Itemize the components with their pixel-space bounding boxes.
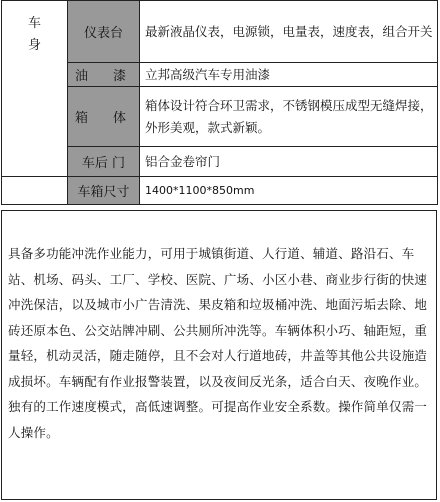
empty-cell bbox=[2, 177, 68, 205]
body-group-label: 车 身 bbox=[27, 16, 41, 53]
row-label-dashboard: 仪表台 bbox=[68, 1, 140, 63]
table-row bbox=[2, 177, 438, 205]
table-row bbox=[2, 1, 438, 63]
row-label-rear-door: 车后 门 bbox=[68, 147, 140, 177]
table-row bbox=[2, 87, 438, 147]
description-text: 具备多功能冲洗作业能力，可用于城镇街道、人行道、辅道、路沿石、车站、机场、码头、工厂、学校、医院、广场、小区小巷、商业步行街的快速冲洗保洁，以及城市小广告清洗、果皮箱和垃圾桶冲洗、地面污垢去除、地砖还原本色、公交站牌冲刷、公共厕所冲洗等。车辆体积小巧、轴距短，重量轻，机动灵活，随走随停，且不会对人行道地砖，井盖等其他公共设施造成损坏。车辆配有作业报警装置，以及夜间反光条，适合白天、夜晚作业。独有的工作速度模式，高低速调整。可提高作业安全系数。操作简单仅需一人操作。 bbox=[8, 246, 428, 440]
row-label-box: 箱 体 bbox=[68, 87, 140, 147]
row-value-dashboard: 最新液晶仪表，电源锁，电量表，速度表，组合开关 bbox=[140, 1, 438, 63]
row-label-paint: 油 漆 bbox=[68, 63, 140, 87]
spec-table bbox=[1, 0, 438, 205]
table-row bbox=[2, 147, 438, 177]
table-row bbox=[2, 63, 438, 87]
body-group-cell bbox=[2, 1, 68, 177]
row-value-rear-door: 铝合金卷帘门 bbox=[140, 147, 438, 177]
row-label-box-size: 车箱尺寸 bbox=[68, 177, 140, 205]
row-value-paint: 立邦高级汽车专用油漆 bbox=[140, 63, 438, 87]
row-value-box-size: 1400*1100*850mm bbox=[140, 177, 438, 205]
description-box bbox=[1, 210, 437, 500]
row-value-box: 箱体设计符合环卫需求，不锈钢模压成型无缝焊接，外形美观，款式新颖。 bbox=[140, 87, 438, 147]
